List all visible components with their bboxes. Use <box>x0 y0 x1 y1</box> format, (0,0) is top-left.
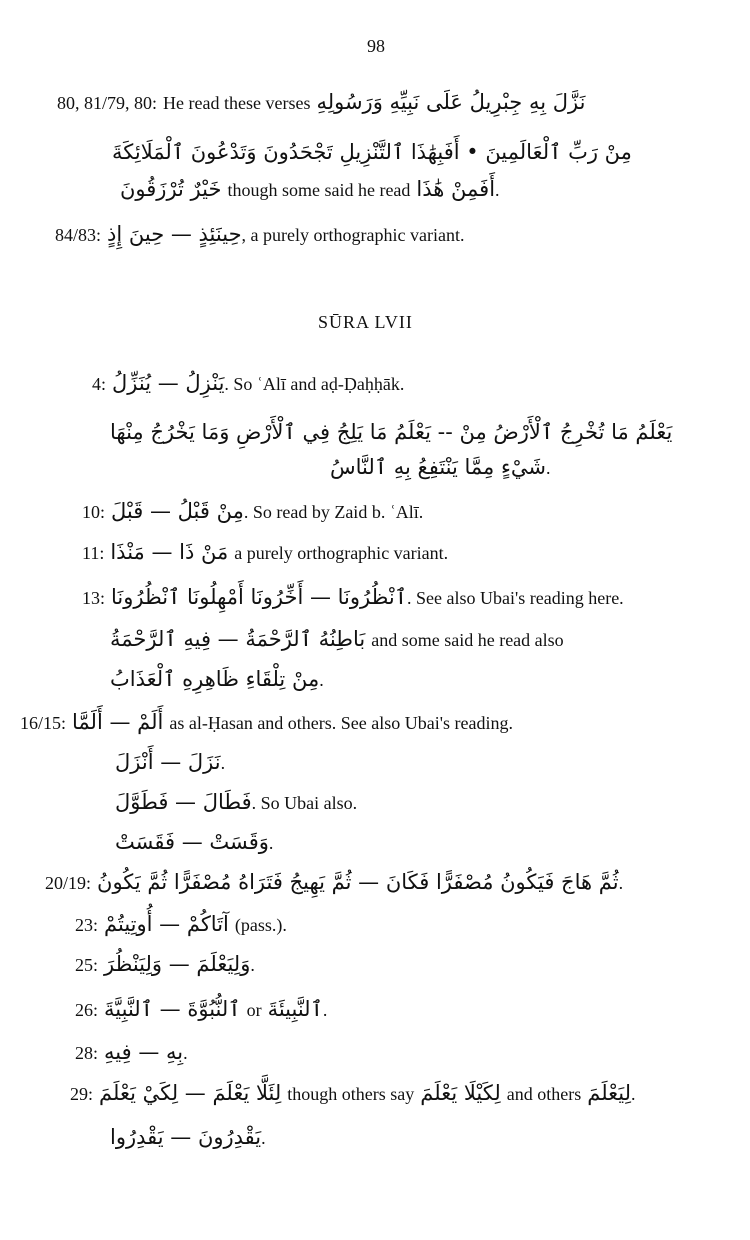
verse-ref: 11: <box>82 543 105 563</box>
verse-ref: 84/83: <box>55 225 102 245</box>
arabic-text: حِينَئِذٍ — حِينَ إِذٍ <box>107 222 242 246</box>
verse-ref: 16/15: <box>20 713 67 733</box>
entry-4-line-2 <box>110 420 672 446</box>
entry-13-line-2 <box>110 627 564 653</box>
arabic-text: يَنْزِلُ — يُنَزِّلُ <box>112 371 225 395</box>
entry-13-line-3: مِنْ تِلْقَاءِ ظَاهِرِهِ ٱلْعَذَابُ. <box>110 667 324 691</box>
commentary-text: , a purely orthographic variant. <box>241 225 465 245</box>
entry-4-line-3: شَيْءٍ مِمَّا يَنْتَفِعُ بِهِ ٱلنَّاسُ. <box>330 455 551 479</box>
arabic-text: مِنْ تِلْقَاءِ ظَاهِرِهِ ٱلْعَذَابُ <box>110 667 320 691</box>
page-number: 98 <box>367 36 385 56</box>
entry-29-line-2: يَقْدِرُونَ — يَقْدِرُوا. <box>110 1125 266 1149</box>
arabic-text: بِهِ — فِيهِ <box>104 1040 184 1064</box>
commentary-text: . So ʿAlī and aḍ-Ḍaḥḥāk. <box>224 374 405 394</box>
arabic-text: شَيْءٍ مِمَّا يَنْتَفِعُ بِهِ ٱلنَّاسُ <box>330 455 546 479</box>
entry-80-line-2 <box>112 140 632 166</box>
entry-10 <box>82 499 423 525</box>
arabic-text: أَفَمِنْ هَٰذَا <box>416 177 496 201</box>
sura-heading: SŪRA LVII <box>318 312 413 332</box>
arabic-text: لِيَعْلَمَ <box>587 1081 632 1105</box>
commentary-text: . So Ubai also. <box>251 793 358 813</box>
commentary-text: He read these verses <box>163 93 311 113</box>
commentary-text: as al-Ḥasan and others. See also Ubai's reading. <box>169 713 513 733</box>
entry-29: 29: لِئَلَّا يَعْلَمَ — لِكَيْ يَعْلَمَ though others say لِكَيْلَا يَعْلَمَ and others لِيَعْلَمَ. <box>70 1081 636 1105</box>
entry-25: 25: وَلِيَعْلَمَ — وَلِيَنْظُرَ. <box>75 952 255 976</box>
verse-ref: 23: <box>75 915 99 935</box>
entry-20: 20/19: ثُمَّ هَاجَ فَيَكُونُ مُصْفَرًّا فَكَانَ — ثُمَّ يَهِيجُ فَتَرَاهُ مُصْفَرًّا ثُمَّ يَكُونُ. <box>45 870 624 894</box>
arabic-text: وَقَسَتْ — فَقَسَتْ <box>115 830 269 854</box>
verse-ref: 13: <box>82 588 106 608</box>
arabic-text: لِئَلَّا يَعْلَمَ — لِكَيْ يَعْلَمَ <box>99 1081 282 1105</box>
entry-80-line-1 <box>57 90 585 116</box>
arabic-text: نَزَّلَ بِهِ جِبْرِيلُ عَلَى نَبِيِّهِ وَرَسُولِهِ <box>316 90 586 114</box>
arabic-text: نَزَلَ — أَنْزَلَ <box>115 750 221 774</box>
commentary-text: or <box>246 1000 262 1020</box>
entry-84-line <box>55 222 464 248</box>
entry-13 <box>82 585 624 611</box>
entry-16-line-4: وَقَسَتْ — فَقَسَتْ. <box>115 830 274 854</box>
arabic-text: ثُمَّ هَاجَ فَيَكُونُ مُصْفَرًّا فَكَانَ — ثُمَّ يَهِيجُ فَتَرَاهُ مُصْفَرًّا ثُمَّ يَكُونُ <box>97 870 619 894</box>
arabic-text: يَقْدِرُونَ — يَقْدِرُوا <box>110 1125 262 1149</box>
arabic-text: آتَاكُمْ — أُوتِيتُمْ <box>104 912 229 936</box>
entry-4 <box>92 371 404 397</box>
entry-16-line-3 <box>115 790 357 816</box>
entry-16-line-2: نَزَلَ — أَنْزَلَ. <box>115 750 226 774</box>
arabic-text: يَعْلَمُ مَا تُخْرِجُ ٱلْأَرْضُ مِنْ -- يَعْلَمُ مَا يَلِجُ فِي ٱلْأَرْضِ وَمَا يَخْرُجُ مِنْهَا <box>110 420 673 444</box>
arabic-text: بَاطِنُهُ ٱلرَّحْمَةُ — فِيهِ ٱلرَّحْمَةُ <box>110 627 366 651</box>
entry-23 <box>75 912 287 938</box>
commentary-text: . So read by Zaid b. ʿAlī. <box>243 502 424 522</box>
verse-ref: 20/19: <box>45 873 92 893</box>
verse-ref: 4: <box>92 374 107 394</box>
entry-16 <box>20 710 513 736</box>
verse-ref: 28: <box>75 1043 99 1063</box>
arabic-text: ٱنْظُرُونَا — أَخِّرُونَا أَمْهِلُونَا ٱنْظُرُونَا <box>111 585 408 609</box>
commentary-text: (pass.). <box>234 915 287 935</box>
arabic-text: مَنْ ذَا — مَنْذَا <box>110 540 229 564</box>
verse-ref: 26: <box>75 1000 99 1020</box>
arabic-text: أَلَمْ — أَلَمَّا <box>72 710 164 734</box>
entry-28: 28: بِهِ — فِيهِ. <box>75 1040 188 1064</box>
entry-26: 26: ٱلنُّبُوَّةَ — ٱلنَّبِيَّةَ or ٱلنَّبِيئَةَ. <box>75 997 328 1021</box>
commentary-text: and some said he read also <box>371 630 564 650</box>
arabic-text: لِكَيْلَا يَعْلَمَ <box>420 1081 501 1105</box>
arabic-text: خَيْرٌ تُرْزَقُونَ <box>120 177 222 201</box>
verse-ref: 29: <box>70 1084 94 1104</box>
commentary-text: a purely orthographic variant. <box>234 543 449 563</box>
commentary-text: and others <box>506 1084 582 1104</box>
verse-ref: 25: <box>75 955 99 975</box>
commentary-text: . See also Ubai's reading here. <box>407 588 624 608</box>
commentary-text: though some said he read <box>227 180 411 200</box>
commentary-text: though others say <box>287 1084 415 1104</box>
arabic-text: وَلِيَعْلَمَ — وَلِيَنْظُرَ <box>104 952 251 976</box>
arabic-text: مِنْ رَبِّ ٱلْعَالَمِينَ • أَفَبِهَٰذَا ٱلتَّنْزِيلِ تَجْحَدُونَ وَتَدْعُونَ ٱلْمَلَائِكَةَ <box>112 140 632 164</box>
entry-80-line-3: خَيْرٌ تُرْزَقُونَ though some said he read أَفَمِنْ هَٰذَا. <box>120 177 500 201</box>
entry-11 <box>82 540 448 566</box>
verse-ref: 80, 81/79, 80: <box>57 93 158 113</box>
verse-ref: 10: <box>82 502 106 522</box>
arabic-text: ٱلنَّبِيئَةَ <box>267 997 323 1021</box>
arabic-text: مِنْ قَبْلُ — قَبْلَ <box>111 499 244 523</box>
arabic-text: ٱلنُّبُوَّةَ — ٱلنَّبِيَّةَ <box>104 997 241 1021</box>
arabic-text: فَطَالَ — فَطَوَّلَ <box>115 790 252 814</box>
